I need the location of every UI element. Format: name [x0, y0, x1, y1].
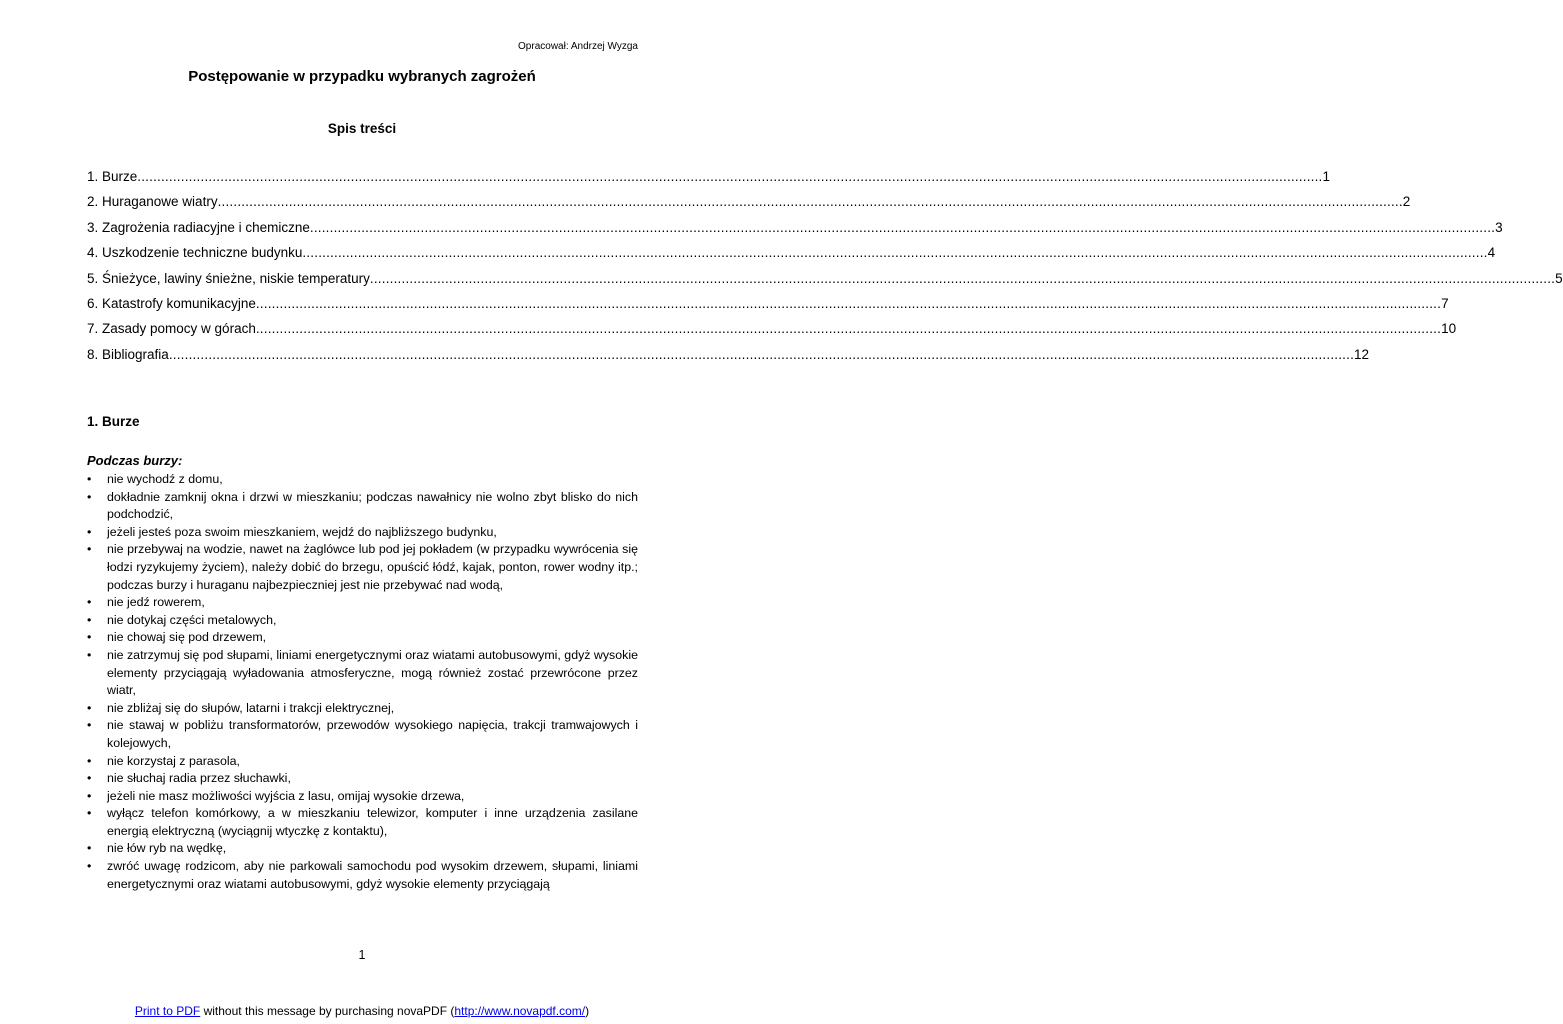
toc-entry[interactable] — [87, 245, 1496, 270]
list-item — [87, 770, 638, 788]
toc-entry-page: 12 — [1354, 346, 1370, 362]
bullet-icon: • — [87, 859, 92, 874]
list-item-text: nie chowaj się pod drzewem, — [107, 630, 267, 645]
list-item-text: nie dotykaj części metalowych, — [107, 612, 277, 627]
novapdf-link[interactable]: http://www.novapdf.com/ — [454, 1004, 586, 1018]
bullet-icon: • — [87, 630, 92, 645]
bullet-icon: • — [87, 612, 92, 627]
list-item-text: nie wychodź z domu, — [107, 472, 223, 486]
toc-entry-label: 6. Katastrofy komunikacyjne — [87, 295, 256, 311]
bullet-icon: • — [87, 788, 92, 803]
footer-message: without this message by purchasing novaPDF ( — [200, 1004, 455, 1018]
list-item — [87, 612, 638, 630]
toc-leader: ............................................................................................................................................................................................................................................................................................................ — [369, 270, 1556, 286]
list-item-text: nie zbliżaj się do słupów, latarni i trakcji elektrycznej, — [107, 700, 395, 715]
toc-heading: Spis treści — [327, 121, 397, 136]
bullet-icon: • — [87, 771, 92, 786]
bullet-icon: • — [87, 718, 92, 733]
list-item-text: nie stawaj w pobliżu transformatorów, przewodów wysokiego napięcia, trakcji tramwajowych i kolejowych, — [107, 718, 638, 750]
list-item-text: jeżeli jesteś poza swoim mieszkaniem, wejdź do najbliższego budynku, — [107, 524, 497, 539]
list-item — [87, 629, 638, 647]
toc-entry-page: 3 — [1495, 219, 1503, 235]
toc-entry[interactable] — [87, 346, 1370, 372]
toc-leader: ............................................................................................................................................................................................................................................................................................................ — [302, 245, 1488, 261]
toc-entry-page: 10 — [1441, 321, 1457, 337]
list-item — [87, 541, 638, 594]
list-item — [87, 489, 638, 524]
bullet-icon: • — [87, 753, 92, 768]
bullet-icon: • — [87, 524, 92, 539]
toc-entry-label: 2. Huraganowe wiatry — [87, 194, 218, 210]
author-note: Opracował: Andrzej Wyzga — [518, 41, 638, 52]
list-item-text: nie łów ryb na wędkę, — [107, 841, 227, 856]
toc-leader: ............................................................................................................................................................................................................................................................................................................ — [255, 295, 1442, 311]
list-item — [87, 524, 638, 542]
toc-entry-label: 8. Bibliografia — [87, 346, 169, 362]
list-item-text: nie słuchaj radia przez słuchawki, — [107, 771, 291, 786]
toc-entry-page: 4 — [1487, 245, 1496, 261]
section-heading: 1. Burze — [87, 414, 140, 429]
list-item — [87, 717, 638, 752]
list-item — [87, 647, 638, 700]
toc-leader: ............................................................................................................................................................................................................................................................................................................ — [255, 321, 1442, 337]
toc-leader: ............................................................................................................................................................................................................................................................................................................ — [217, 194, 1403, 210]
table-of-contents — [87, 169, 1563, 372]
toc-entry[interactable] — [87, 295, 1449, 321]
list-item-text: jeżeli nie masz możliwości wyjścia z lasu, omijaj wysokie drzewa, — [107, 788, 465, 803]
list-item-text: nie korzystaj z parasola, — [107, 753, 240, 768]
toc-entry-label: 4. Uszkodzenie techniczne budynku — [87, 245, 303, 261]
toc-entry-page: 1 — [1322, 169, 1331, 184]
toc-entry-label: 3. Zagrożenia radiacyjne i chemiczne — [87, 219, 310, 235]
toc-entry-label: 7. Zasady pomocy w górach — [87, 321, 256, 337]
toc-entry[interactable] — [87, 194, 1411, 219]
toc-entry[interactable] — [87, 169, 1331, 194]
bullet-icon: • — [87, 647, 92, 662]
document-title: Postępowanie w przypadku wybranych zagrożeń — [188, 68, 536, 85]
toc-entry-page: 2 — [1402, 194, 1411, 210]
list-item-text: nie przebywaj na wodzie, nawet na żaglówce lub pod jej pokładem (w przypadku wywrócenia się łodzi ryzykujemy życiem), należy dobić do brzegu, opuścić łódź, kajak, ponton, rower wodny itp.; podczas burzy i huraganu najbezpieczniej jest nie przebywać nad wodą, — [107, 542, 638, 592]
toc-leader: ............................................................................................................................................................................................................................................................................................................ — [309, 219, 1496, 235]
toc-entry[interactable] — [87, 219, 1503, 245]
list-item-text: wyłącz telefon komórkowy, a w mieszkaniu telewizor, komputer i inne urządzenia zasilane energią elektryczną (wyciągnij wtyczkę z kontaktu), — [107, 806, 638, 838]
toc-entry-label: 1. Burze — [87, 169, 138, 184]
list-item — [87, 840, 638, 858]
bullet-icon: • — [87, 806, 92, 821]
page-number: 1 — [358, 948, 366, 962]
print-to-pdf-link[interactable]: Print to PDF — [134, 1004, 201, 1018]
toc-entry-page: 5 — [1555, 270, 1563, 286]
list-item — [87, 471, 638, 489]
list-item — [87, 788, 638, 806]
bullet-icon: • — [87, 841, 92, 856]
list-item — [87, 805, 638, 840]
print-footer — [0, 1004, 724, 1018]
section-subheading: Podczas burzy: — [87, 453, 183, 468]
toc-leader: ............................................................................................................................................................................................................................................................................................................ — [168, 346, 1355, 362]
toc-entry-page: 7 — [1441, 295, 1449, 311]
list-item-text: zwróć uwagę rodzicom, aby nie parkowali samochodu pod wysokim drzewem, słupami, liniami energetycznymi oraz wiatami autobusowymi, gdyż wysokie elementy przyciągają — [107, 859, 638, 891]
list-item-text: nie jedź rowerem, — [107, 595, 205, 610]
toc-entry-label: 5. Śnieżyce, lawiny śnieżne, niskie temperatury — [87, 270, 370, 286]
toc-entry[interactable] — [87, 270, 1563, 296]
bullet-icon: • — [87, 595, 92, 610]
bullet-icon: • — [87, 700, 92, 715]
list-item-text: nie zatrzymuj się pod słupami, liniami energetycznymi oraz wiatami autobusowymi, gdyż wysokie elementy przyciągają wyładowania atmosferyczne, mogą również zostać przewrócone przez wiatr, — [107, 647, 638, 698]
bullet-icon: • — [87, 472, 92, 486]
list-item — [87, 753, 638, 771]
footer-close-paren: ) — [585, 1004, 590, 1018]
list-item — [87, 594, 638, 612]
toc-entry[interactable] — [87, 321, 1457, 346]
list-item-text: dokładnie zamknij okna i drzwi w mieszkaniu; podczas nawałnicy nie wolno zbyt blisko do nich podchodzić, — [107, 489, 638, 522]
bullet-icon: • — [87, 489, 92, 504]
toc-leader: ............................................................................................................................................................................................................................................................................................................ — [137, 169, 1323, 184]
list-item — [87, 858, 638, 893]
bullet-icon: • — [87, 542, 92, 557]
bullet-list — [87, 471, 638, 893]
list-item — [87, 700, 638, 718]
